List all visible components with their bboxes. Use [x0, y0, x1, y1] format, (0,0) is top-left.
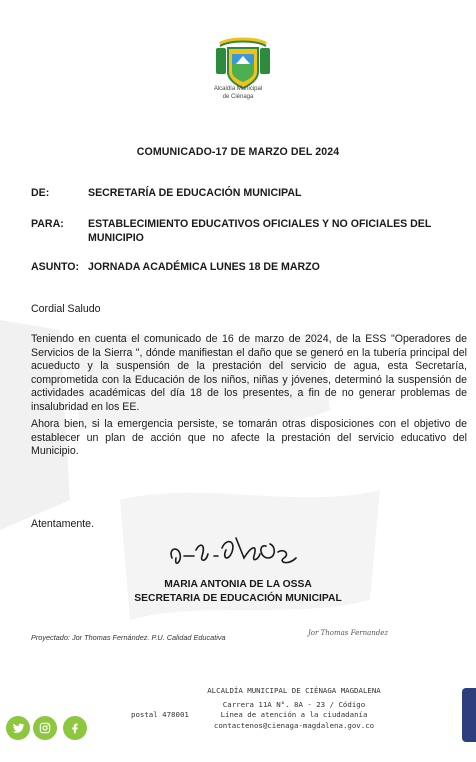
logo-caption	[190, 86, 286, 101]
partial-badge-icon	[462, 688, 476, 742]
para-value-line-1: ESTABLECIMIENTO EDUCATIVOS OFICIALES Y NO OFICIALES DEL	[88, 218, 432, 230]
footer-email[interactable]: contactenos@cienaga-magdalena.gov.co	[213, 721, 375, 730]
para-value-line-2: MUNICIPIO	[88, 232, 144, 244]
footer-organization: ALCALDÍA MUNICIPAL DE CIÉNAGA MAGDALENA	[207, 686, 381, 695]
greeting: Cordial Saludo	[31, 303, 101, 315]
instagram-icon[interactable]	[33, 716, 57, 740]
footer-address: Carrera 11A N°. 8A - 23 / Código	[222, 700, 366, 709]
document-title: COMUNICADO-17 DE MARZO DEL 2024	[136, 146, 340, 158]
footer-postal: postal 478001	[131, 710, 189, 719]
logo-caption-line-2: de Ciénaga	[222, 93, 254, 100]
asunto-label: ASUNTO:	[31, 261, 80, 273]
asunto-value: JORNADA ACADÉMICA LUNES 18 DE MARZO	[88, 261, 320, 273]
para-label: PARA:	[31, 218, 64, 230]
projected-by: Proyectado: Jor Thomas Fernández. P.U. Calidad Educativa	[31, 633, 226, 642]
facebook-icon[interactable]	[63, 716, 87, 740]
twitter-icon[interactable]	[6, 716, 30, 740]
signer-name: MARIA ANTONIA DE LA OSSA	[164, 579, 312, 590]
handwritten-signature	[166, 528, 306, 574]
closing: Atentamente.	[31, 518, 95, 530]
de-value: SECRETARÍA DE EDUCACIÓN MUNICIPAL	[88, 187, 302, 199]
paragraph-2: Ahora bien, si la emergencia persiste, se tomarán otras disposiciones con el objetivo de establecer un plan de acción que no afecte la prestación del servicio educativo del Municipio.	[31, 418, 467, 458]
logo-caption-line-1: Alcaldía Municipal	[213, 86, 263, 92]
de-label: DE:	[31, 187, 50, 199]
paragraph-1: Teniendo en cuenta el comunicado de 16 de marzo de 2024, de la ESS "Operadores de Servicios de la Sierra ", dónde manifiestan el daño que se generó en la tubería principal del acueducto y la suspensión de la prestación del servicio de agua, esta Secretaría, comprometida con la Educación de los niños, niñas y jóvenes, determinó la suspensión de actividades académicas del día 18 de los presentes, a fin de no generar problemas de insalubridad en los EE.	[31, 333, 467, 413]
projected-signature: Jor Thomas Fernandez	[308, 629, 389, 637]
city-coat-of-arms-logo	[214, 34, 272, 92]
signer-title: SECRETARIA DE EDUCACIÓN MUNICIPAL	[134, 593, 342, 604]
footer-service-line: Línea de atención a la ciudadanía	[220, 710, 368, 719]
